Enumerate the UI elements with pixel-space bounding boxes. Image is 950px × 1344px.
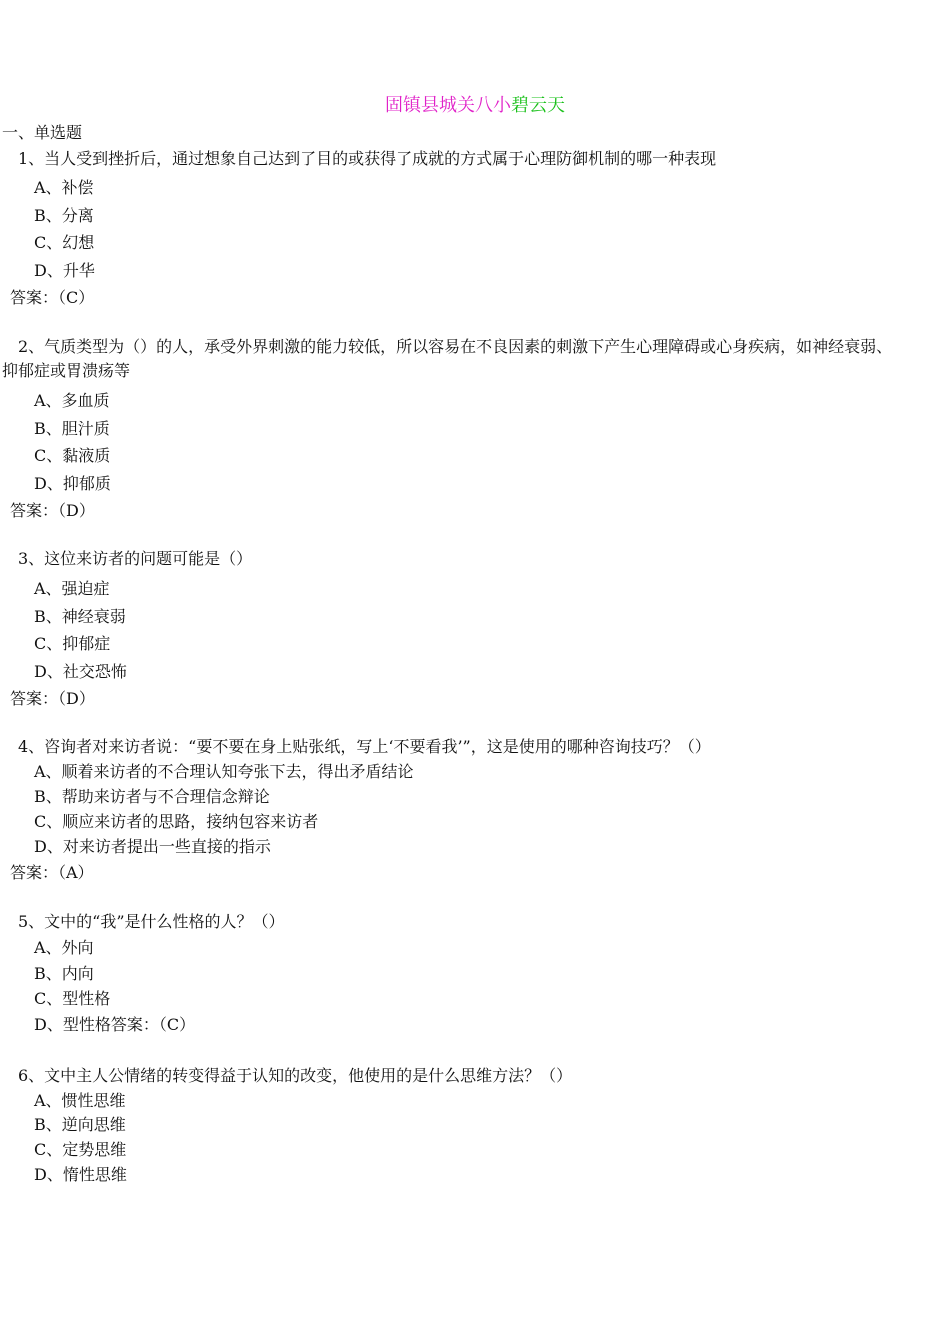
question-6-option-a: A、惯性思维 (34, 1091, 126, 1110)
question-3-option-d: D、社交恐怖 (34, 662, 127, 681)
question-5-option-b: B、内向 (34, 964, 94, 983)
question-5-option-a: A、外向 (34, 938, 94, 957)
document-title (0, 94, 950, 118)
question-4-text: 4、咨询者对来访者说：“要不要在身上贴张纸，写上‘不要看我’”，这是使用的哪种咨询技巧？（） (18, 737, 711, 756)
question-4-option-c: C、顺应来访者的思路，接纳包容来访者 (34, 812, 319, 831)
question-4-option-a: A、顺着来访者的不合理认知夸张下去，得出矛盾结论 (34, 762, 414, 781)
question-5-option-c: C、型性格 (34, 989, 111, 1008)
question-1-option-b: B、分离 (34, 206, 94, 225)
question-4-option-b: B、帮助来访者与不合理信念辩论 (34, 787, 270, 806)
question-6-option-c: C、定势思维 (34, 1140, 127, 1159)
question-1-option-d: D、升华 (34, 261, 95, 280)
question-3-option-c: C、抑郁症 (34, 634, 111, 653)
question-2-text-continued: 抑郁症或胃溃疡等 (2, 361, 131, 380)
question-6-option-b: B、逆向思维 (34, 1115, 126, 1134)
section-heading: 一、单选题 (2, 123, 83, 142)
question-2-text: 2、气质类型为（）的人，承受外界刺激的能力较低，所以容易在不良因素的刺激下产生心理障碍或心身疾病，如神经衰弱、 (18, 337, 893, 356)
question-1-option-a: A、补偿 (34, 178, 94, 197)
title-part-author: 碧云天 (511, 95, 565, 116)
question-3-text: 3、这位来访者的问题可能是（） (18, 549, 253, 568)
question-2-option-c: C、黏液质 (34, 446, 111, 465)
question-3-answer: 答案：（D） (10, 689, 95, 708)
question-2-option-a: A、多血质 (34, 391, 110, 410)
question-1-option-c: C、幻想 (34, 233, 95, 252)
question-3-option-a: A、强迫症 (34, 579, 110, 598)
question-2-option-d: D、抑郁质 (34, 474, 111, 493)
question-6-text: 6、文中主人公情绪的转变得益于认知的改变，他使用的是什么思维方法？（） (18, 1066, 573, 1085)
question-6-option-d: D、惰性思维 (34, 1165, 127, 1184)
question-5-option-d: D、型性格答案：（C） (34, 1015, 196, 1034)
question-4-answer: 答案：（A） (10, 863, 94, 882)
question-2-answer: 答案：（D） (10, 501, 95, 520)
question-2-option-b: B、胆汁质 (34, 419, 110, 438)
question-1-answer: 答案：（C） (10, 288, 95, 307)
question-4-option-d: D、对来访者提出一些直接的指示 (34, 837, 271, 856)
question-3-option-b: B、神经衰弱 (34, 607, 126, 626)
question-1-text: 1、当人受到挫折后，通过想象自己达到了目的或获得了成就的方式属于心理防御机制的哪一种表现 (18, 149, 717, 168)
question-5-text: 5、文中的“我”是什么性格的人？（） (18, 912, 285, 931)
title-part-school: 固镇县城关八小 (385, 95, 511, 116)
